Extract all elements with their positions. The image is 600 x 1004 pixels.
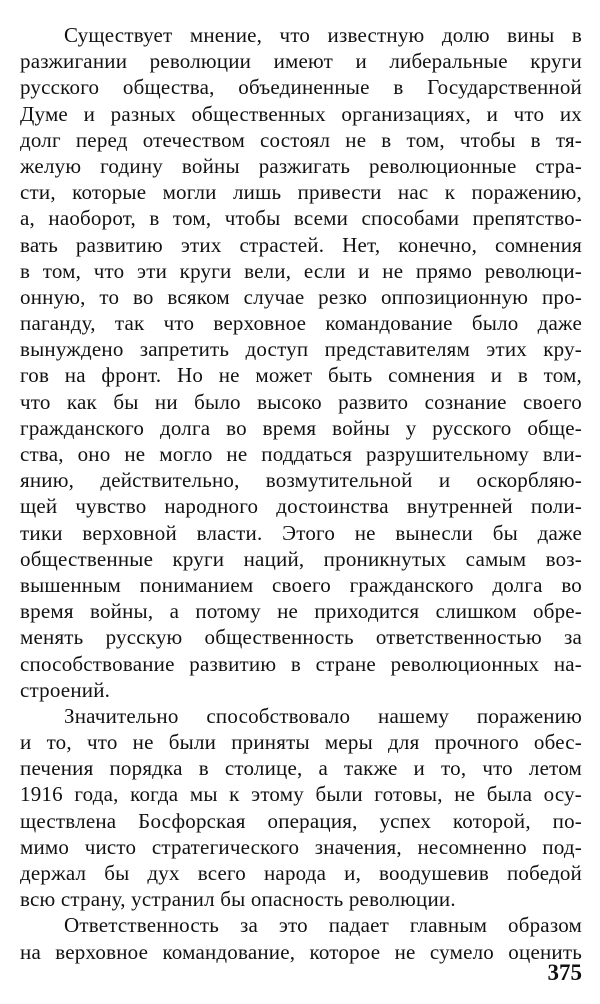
text-line: щей чувство народного достоинства внутренней поли-: [20, 494, 582, 519]
text-line: держал бы дух всего народа и, воодушевив победой: [20, 861, 582, 885]
text-line: ществлена Босфорская операция, успех которой, по-: [20, 808, 582, 833]
paragraph-2: [20, 703, 582, 913]
text-line: паганду, так что верховное командование было даже: [20, 311, 582, 336]
text-line: Ответственность за это падает главным образом: [64, 913, 582, 938]
paragraph-1: [20, 22, 582, 703]
text-line: и то, что не были приняты меры для прочного обес-: [20, 730, 582, 755]
text-line: способствование развитию в стране революционных на-: [20, 651, 582, 676]
text-line: гражданского долга во время войны у русского обще-: [20, 415, 582, 440]
body-text: [20, 22, 582, 965]
text-line: русского общества, объединенные в Государственной: [20, 75, 582, 100]
text-line: тики верховной власти. Этого не вынесли бы даже: [20, 520, 582, 545]
text-line: 1916 года, когда мы к этому были готовы, не была осу-: [20, 782, 582, 807]
text-line: желую годину войны разжигать революционные стра-: [20, 153, 582, 178]
text-line: Значительно способствовало нашему поражению: [64, 703, 582, 728]
text-line: время войны, а потому не приходится слишком обре-: [20, 599, 582, 624]
text-line: мимо чисто стратегического значения, несомненно под-: [20, 834, 582, 859]
text-line: а, наоборот, в том, чтобы всеми способами препятство-: [20, 206, 582, 231]
text-line: строений.: [20, 677, 111, 702]
text-line: гов на фронт. Но не может быть сомнения и в том,: [20, 363, 582, 388]
text-line: всю страну, устранил бы опасность революции.: [20, 887, 456, 912]
text-line: что как бы ни было высоко развито сознание своего: [20, 389, 582, 414]
text-line: онную, то во всяком случае резко оппозиционную про-: [20, 284, 582, 309]
text-line: на верховное командование, которое не сумело оценить: [20, 939, 582, 964]
text-line: сти, которые могли лишь привести нас к поражению,: [20, 180, 582, 205]
text-line: общественные круги наций, проникнутых самым воз-: [20, 546, 582, 571]
text-line: в том, что эти круги вели, если и не прямо революци-: [20, 258, 582, 283]
paragraph-3: [20, 912, 582, 964]
text-line: печения порядка в столице, а также и то, что летом: [20, 756, 582, 781]
text-line: вынуждено запретить доступ представителям этих кру-: [20, 337, 582, 362]
text-line: долг перед отечеством состоял не в том, чтобы в тя-: [20, 127, 582, 152]
text-line: вышенным пониманием своего гражданского долга во: [20, 572, 582, 597]
text-line: Думе и разных общественных организациях, и что их: [20, 101, 582, 126]
text-line: вать развитию этих страстей. Нет, конечно, сомнения: [20, 232, 582, 257]
text-line: Существует мнение, что известную долю вины в: [64, 23, 582, 47]
page-number: 375: [547, 960, 582, 985]
text-line: менять русскую общественность ответственностью за: [20, 625, 582, 650]
text-line: янию, действительно, возмутительной и оскорбляю-: [20, 468, 582, 493]
text-line: ства, оно не могло не поддаться разрушительному вли-: [20, 442, 582, 466]
text-line: разжигании революции имеют и либеральные круги: [20, 49, 582, 74]
